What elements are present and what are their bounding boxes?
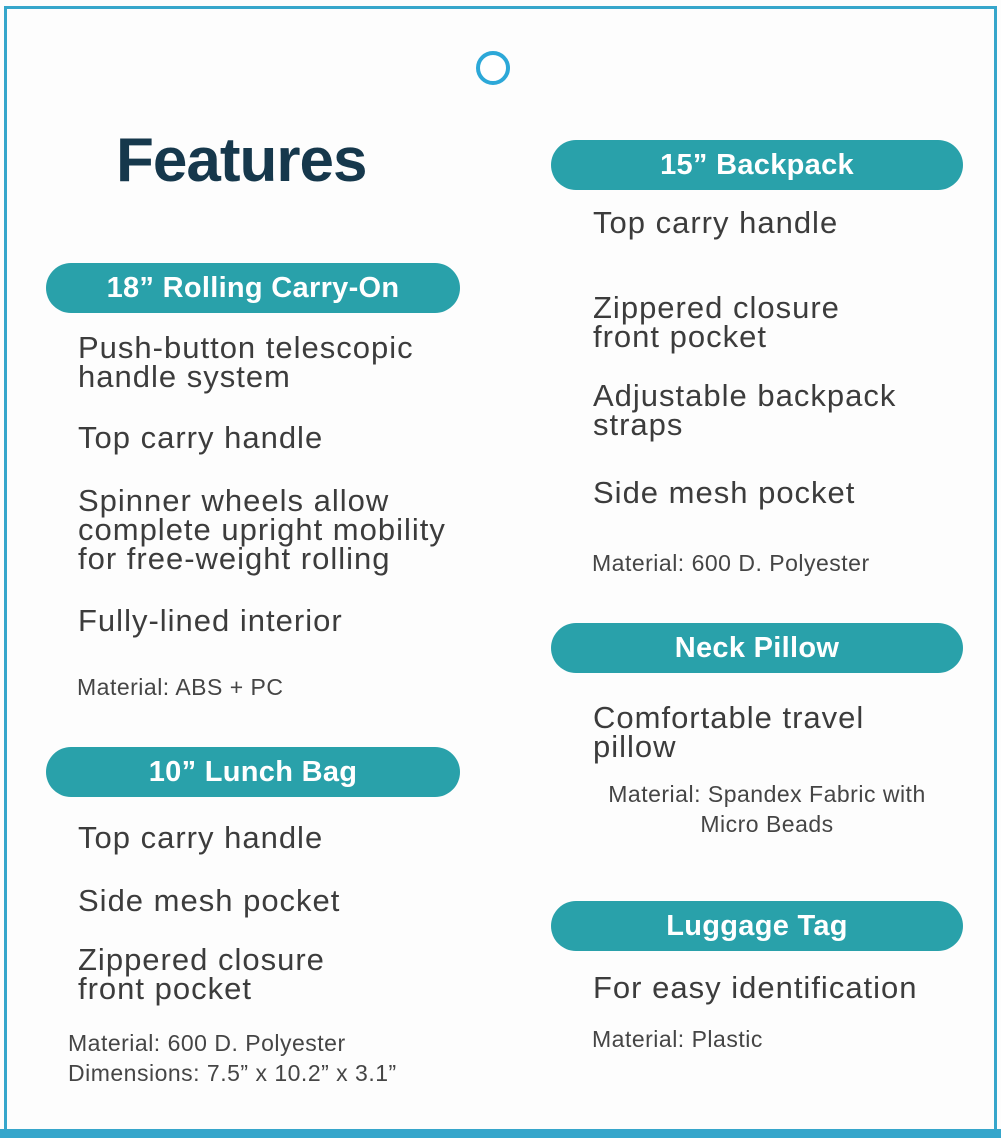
feature-line: Top carry handle [78, 820, 324, 855]
material-note: Material: 600 D. Polyester [68, 1030, 346, 1056]
feature-item [593, 700, 865, 764]
section-header-label: Neck Pillow [674, 631, 840, 664]
feature-line: Side mesh pocket [593, 475, 856, 510]
section-header-luggage-tag [551, 901, 963, 951]
material-note: Material: Plastic [592, 1026, 763, 1052]
material-line: Micro Beads [700, 811, 834, 837]
feature-line: for free-weight rolling [78, 541, 391, 576]
feature-line: complete upright mobility [78, 512, 446, 547]
feature-line: straps [593, 407, 684, 442]
feature-line: Adjustable backpack [593, 378, 897, 413]
feature-item [78, 420, 324, 455]
bottom-accent-bar [0, 1129, 1001, 1138]
material-note: Material: 600 D. Polyester [592, 550, 870, 576]
section-header-label: 15” Backpack [660, 148, 854, 181]
feature-item [78, 883, 341, 918]
material-note [592, 779, 942, 839]
feature-line: Side mesh pocket [78, 883, 341, 918]
material-note: Material: ABS + PC [77, 674, 284, 700]
section-header-rolling-carry-on [46, 263, 460, 313]
page-title: Features [116, 126, 367, 195]
section-header-label: 18” Rolling Carry-On [106, 271, 400, 304]
section-header-lunch-bag [46, 747, 460, 797]
feature-line: Spinner wheels allow [78, 483, 390, 518]
feature-item [78, 942, 325, 1006]
feature-item [593, 475, 856, 510]
dimensions-note: Dimensions: 7.5” x 10.2” x 3.1” [68, 1060, 397, 1086]
punch-hole-circle [476, 51, 510, 85]
section-header-neck-pillow [551, 623, 963, 673]
feature-line: Zippered closure [593, 290, 840, 325]
feature-line: Push-button telescopic [78, 330, 414, 365]
feature-item [78, 483, 446, 576]
feature-item [593, 290, 840, 354]
feature-line: front pocket [593, 319, 767, 354]
feature-item [593, 970, 918, 1005]
feature-line: handle system [78, 359, 291, 394]
section-header-label: 10” Lunch Bag [148, 755, 358, 788]
feature-line: front pocket [78, 971, 252, 1006]
feature-item [78, 330, 414, 394]
feature-line: Zippered closure [78, 942, 325, 977]
feature-line: For easy identification [593, 970, 918, 1005]
section-header-label: Luggage Tag [666, 909, 848, 942]
feature-line: Comfortable travel [593, 700, 865, 735]
feature-line: Top carry handle [593, 205, 839, 240]
feature-item [78, 603, 343, 638]
section-header-backpack [551, 140, 963, 190]
feature-item [593, 378, 897, 442]
material-line: Material: Spandex Fabric with [608, 781, 926, 807]
feature-item [78, 820, 324, 855]
feature-line: Top carry handle [78, 420, 324, 455]
feature-line: pillow [593, 729, 677, 764]
feature-item [593, 205, 839, 240]
feature-line: Fully-lined interior [78, 603, 343, 638]
